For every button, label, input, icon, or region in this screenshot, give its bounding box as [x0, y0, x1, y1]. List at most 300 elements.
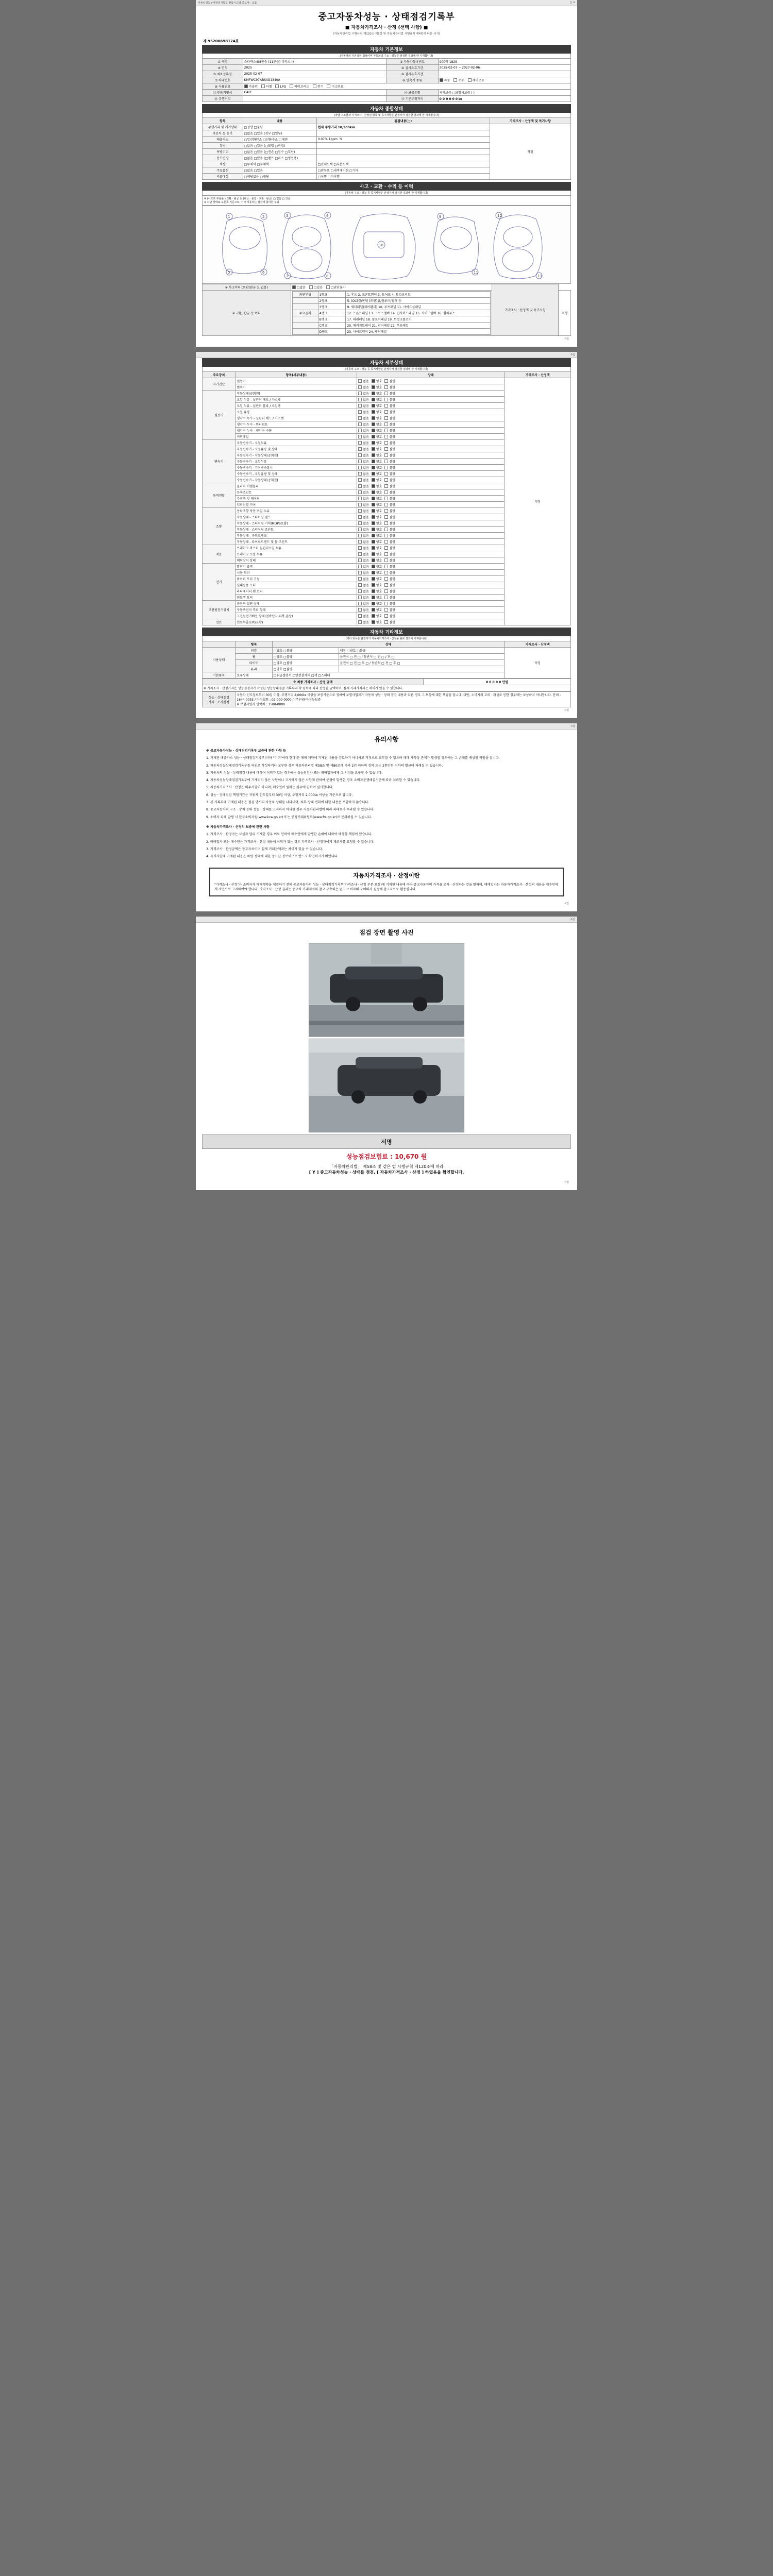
accident-history-options[interactable] [291, 284, 492, 291]
checkbox-state-1[interactable]: 양호 [372, 397, 382, 402]
svg-text:1: 1 [228, 215, 230, 219]
cell-check[interactable]: □이행 □미이행 [316, 174, 490, 180]
device-item-label: 브레이크 마스터 실린더오일 누유 [236, 545, 357, 551]
checkbox-state-2[interactable]: 불량 [384, 434, 395, 439]
cell-mileage-value: 현재 주행거리 10,989km [316, 124, 490, 130]
device-state-options[interactable] [357, 384, 505, 391]
cell-check[interactable] [316, 155, 490, 161]
checkbox-state-0[interactable]: 없음 [358, 589, 369, 594]
device-item-label: 수동변속기 - 오일유량 및 상태 [236, 471, 357, 477]
checkbox-state-2[interactable]: 불량 [384, 614, 395, 618]
device-state-options[interactable] [357, 477, 505, 483]
checkbox-state-2[interactable]: 불량 [384, 589, 395, 594]
checkbox-state-1[interactable]: 양호 [372, 471, 382, 476]
cell-state-right[interactable]: 운전석 □ 전 □ 후 □ / 동반석 □ 전 □ 후 □ [339, 660, 505, 666]
device-state-options[interactable] [357, 496, 505, 502]
checkbox-state-1[interactable]: 양호 [372, 422, 382, 427]
device-state-options[interactable] [357, 440, 505, 446]
checkbox-state-2[interactable]: 불량 [384, 428, 395, 433]
device-state-options[interactable] [357, 533, 505, 539]
svg-text:6: 6 [262, 270, 265, 275]
cell-label: ⑫ 보증유형 [386, 90, 438, 96]
checkbox-state-0[interactable]: 없음 [358, 515, 369, 519]
accident-history-label: ※ 사고이력 (외판/판금 요 없음) [203, 284, 291, 291]
device-state-options[interactable] [357, 595, 505, 601]
browser-title-bar [196, 0, 577, 6]
table-row [203, 124, 571, 130]
checkbox-state-2[interactable]: 불량 [384, 496, 395, 501]
checkbox-state-2[interactable]: 불량 [384, 397, 395, 402]
cell-value: 자가보증 □보험사보증 ( ) [438, 90, 570, 96]
device-state-options[interactable] [357, 520, 505, 527]
checkbox-state-2[interactable]: 불량 [384, 564, 395, 569]
parts-group [292, 329, 318, 335]
price-notice-item: 2. 매매업자 또는 매수인은 가격조사 · 산정 내용에 이의가 있는 경우 가격조사 · 산정자에게 재조사를 요청할 수 있습니다. [206, 840, 375, 844]
device-state-options[interactable] [357, 428, 505, 434]
parts-group: 주요골격 [292, 310, 318, 316]
checkbox-state-0[interactable]: 없음 [358, 447, 369, 451]
notice-intro: ※ 중고자동차성능 · 상태점검기록부 보증에 관한 사항 등 [206, 749, 286, 753]
cell-value: 2025 [243, 65, 386, 71]
checkbox-state-0[interactable]: 없음 [358, 484, 369, 488]
checkbox-state-0[interactable]: 없음 [358, 397, 369, 402]
checkbox-state-1[interactable]: 양호 [372, 539, 382, 544]
notice-item: 6. 성능 · 상태점검 책임기간은 자동차 인도일부터 30일 이상, 주행거리 2,000㎞ 이상을 기준으로 합니다. [206, 793, 353, 797]
checkbox-state-0[interactable]: 없음 [358, 410, 369, 414]
device-state-options[interactable] [357, 483, 505, 489]
document-subtitle: ■ 자동차가격조사 · 산정 (선택 사항) ■ [345, 25, 428, 30]
checkbox-state-2[interactable]: 불량 [384, 391, 395, 396]
checkbox-state-1[interactable]: 양호 [372, 385, 382, 389]
checkbox-fuel-diesel[interactable]: 디젤 [261, 84, 272, 89]
checkbox-state-0[interactable]: 없음 [358, 428, 369, 433]
checkbox-transmission-semi[interactable]: 세미오토 [468, 78, 484, 82]
cell-check[interactable]: 0.07% 1ppm. % [316, 137, 490, 143]
device-state-options[interactable] [357, 514, 505, 520]
device-state-options[interactable] [357, 545, 505, 551]
col-group [203, 641, 236, 648]
checkbox-state-2[interactable]: 불량 [384, 601, 395, 606]
checkbox-state-2[interactable]: 불량 [384, 440, 395, 445]
checkbox-state-1[interactable]: 양호 [372, 607, 382, 612]
checkbox-state-1[interactable]: 양호 [372, 533, 382, 538]
notice-item: 8. 중고자동차의 구조 · 장치 등의 성능 · 상태를 고지하지 아니한 경우 자동차관리법에 따라 과태료가 부과될 수 있습니다. [206, 808, 375, 812]
device-state-options[interactable] [357, 391, 505, 397]
checkbox-state-2[interactable]: 불량 [384, 471, 395, 476]
device-state-options[interactable] [357, 508, 505, 514]
car-diagram-svg [203, 206, 570, 283]
checkbox-state-2[interactable]: 불량 [384, 490, 395, 495]
checkbox-state-0[interactable]: 없음 [358, 533, 369, 538]
device-item-label: 커먼레일 [236, 434, 357, 440]
checkbox-state-1[interactable]: 양호 [372, 459, 382, 464]
checkbox-state-1[interactable]: 양호 [372, 552, 382, 556]
device-state-options[interactable] [357, 619, 505, 625]
notice-item: 1. 기재된 배출가스 성능 · 상태점검기록부(이하 "이력"이라 한다)은 매매 계약에 기재된 내용을 검토하기 아니하고 거짓으로 교부할 수 없으며 매매 계약상 관계가 발생할 경우에는 그 손해를 배상할 책임을 집니다. [206, 756, 500, 760]
cell-detail[interactable]: □없음 □있음 (전부 □일부) [243, 130, 316, 137]
checkbox-state-0[interactable]: 없음 [358, 391, 369, 396]
checkbox-state-1[interactable]: 양호 [372, 515, 382, 519]
checkbox-state-0[interactable]: 없음 [358, 564, 369, 569]
cell-detail[interactable]: □무채색 □유채색 [243, 161, 316, 167]
checkbox-state-0[interactable]: 없음 [358, 434, 369, 439]
checkbox-state-0[interactable]: 없음 [358, 490, 369, 495]
device-group-label: 제동 [203, 545, 236, 564]
checkbox-state-2[interactable]: 불량 [384, 533, 395, 538]
accident-legend-line2: ※ 하단 상태표 오른쪽 기준으로, 기타 자동차는 점검에 참여한 부위 [204, 201, 279, 204]
checkbox-state-2[interactable]: 불량 [384, 570, 395, 575]
device-state-options[interactable] [357, 576, 505, 582]
photo-2-graphic [309, 1039, 464, 1132]
cell-item: 리콜대상 [203, 174, 243, 180]
cell-detail[interactable]: □일산화탄소 □탄화수소 □매연 [243, 137, 316, 143]
parts-items: 23. 사이드멤버 24. 필러패널 [346, 329, 491, 335]
checkbox-state-2[interactable]: 불량 [384, 583, 395, 587]
document-header [202, 6, 571, 37]
checkbox-state-2[interactable]: 불량 [384, 478, 395, 482]
checkbox-fuel-gasoline[interactable]: 가솔린 [244, 84, 258, 89]
checkbox-state-0[interactable]: 없음 [358, 416, 369, 420]
checkbox-state-1[interactable]: 양호 [372, 521, 382, 526]
checkbox-state-2[interactable]: 불량 [384, 453, 395, 457]
accident-legend [202, 195, 571, 206]
checkbox-state-2[interactable]: 불량 [384, 546, 395, 550]
table-row [203, 378, 571, 384]
col-state: 상태 [272, 641, 504, 648]
device-item-label: 시동 모터 [236, 570, 357, 576]
checkbox-transmission-auto[interactable]: 자동 [440, 78, 450, 82]
notice-item: 3. 자동차의 성능 · 상태점검 내용에 대하여 이의가 있는 경우에는 성능점검자 또는 매매업자에게 그 시정을 요구할 수 있습니다. [206, 771, 383, 775]
checkbox-state-2[interactable]: 불량 [384, 502, 395, 507]
checkbox-state-1[interactable]: 양호 [372, 589, 382, 594]
checkbox-transmission-manual[interactable]: 수동 [453, 78, 464, 82]
cell-item: 배출가스 [203, 137, 243, 143]
checkbox-state-0[interactable]: 없음 [358, 440, 369, 445]
checkbox-state-1[interactable]: 양호 [372, 614, 382, 618]
svg-text:13: 13 [537, 274, 542, 278]
checkbox-state-1[interactable]: 양호 [372, 465, 382, 470]
checkbox-state-0[interactable]: 없음 [358, 521, 369, 526]
device-state-options[interactable] [357, 434, 505, 440]
device-item-label: 연료누출(LPG포함) [236, 619, 357, 625]
accident-history-table [202, 284, 571, 336]
checkbox-state-0[interactable]: 없음 [358, 385, 369, 389]
device-item-label: 작동상태 - 파워크랭크 [236, 533, 357, 539]
device-state-options[interactable] [357, 570, 505, 576]
price-notice-item: 3. 가격조사 · 산정금액은 참고자료이며 실제 거래금액과는 차이가 있을 수 있습니다. [206, 847, 323, 851]
final-price-value: 0 0 0 0 0 만원 [424, 679, 571, 685]
checkbox-state-0[interactable]: 없음 [358, 570, 369, 575]
checkbox-state-1[interactable]: 양호 [372, 509, 382, 513]
table-row [203, 685, 571, 691]
parts-level: B랭크 [318, 316, 346, 323]
other-group-label: 사용상태 [203, 648, 236, 672]
device-state-options[interactable] [357, 421, 505, 428]
device-item-label: 클러치 어셈블리 [236, 483, 357, 489]
checkbox-state-2[interactable]: 불량 [384, 484, 395, 488]
cell-state-right[interactable]: □취급설명서 □안전삼각대 □잭 □스패너 [272, 672, 504, 679]
svg-text:2: 2 [262, 215, 265, 219]
checkbox-state-2[interactable]: 불량 [384, 607, 395, 612]
device-item-label: 오일 유량 [236, 409, 357, 415]
checkbox-state-0[interactable]: 없음 [358, 465, 369, 470]
col-item: 항목 [236, 641, 273, 648]
cell-detail[interactable]: □해당없음 □해당 [243, 174, 316, 180]
inspection-photo-2 [309, 1039, 464, 1132]
checkbox-state-1[interactable]: 양호 [372, 601, 382, 606]
checkbox-accident-none[interactable]: □없음 [292, 285, 306, 290]
cell-check[interactable] [316, 149, 490, 155]
checkbox-state-0[interactable]: 없음 [358, 552, 369, 556]
device-state-options[interactable] [357, 446, 505, 452]
checkbox-state-0[interactable]: 없음 [358, 539, 369, 544]
checkbox-state-1[interactable]: 양호 [372, 434, 382, 439]
checkbox-state-0[interactable]: 없음 [358, 601, 369, 606]
cell-check[interactable] [316, 130, 490, 137]
device-state-options[interactable] [357, 607, 505, 613]
checkbox-state-1[interactable]: 양호 [372, 564, 382, 569]
checkbox-state-2[interactable]: 불량 [384, 410, 395, 414]
cell-label: ② 자동차등록번호 [386, 59, 438, 65]
checkbox-state-0[interactable]: 없음 [358, 379, 369, 383]
checkbox-state-1[interactable]: 양호 [372, 527, 382, 532]
cell-value-transmission [438, 77, 570, 83]
checkbox-state-2[interactable]: 불량 [384, 527, 395, 532]
checkbox-state-2[interactable]: 불량 [384, 416, 395, 420]
checkbox-state-1[interactable]: 양호 [372, 379, 382, 383]
col-detail: 내용 [243, 118, 316, 124]
checkbox-state-2[interactable]: 불량 [384, 403, 395, 408]
checkbox-state-1[interactable]: 양호 [372, 595, 382, 600]
checkbox-state-0[interactable]: 없음 [358, 577, 369, 581]
device-state-options[interactable] [357, 582, 505, 588]
checkbox-state-1[interactable]: 양호 [372, 484, 382, 488]
sheet-3-topbar [196, 723, 577, 730]
checkbox-state-2[interactable]: 불량 [384, 385, 395, 389]
window-controls[interactable]: □ ✕ [569, 1, 575, 4]
cell-label: ⑪ 원동기형식 [203, 90, 243, 96]
device-state-options[interactable] [357, 489, 505, 496]
checkbox-state-0[interactable]: 없음 [358, 583, 369, 587]
signature-block: 서명 [202, 1134, 571, 1149]
cell-state[interactable]: □양호 □불량 [272, 666, 339, 672]
cell-state[interactable]: □양호 □불량 [272, 660, 339, 666]
checkbox-state-2[interactable]: 불량 [384, 552, 395, 556]
checkbox-state-1[interactable]: 양호 [372, 570, 382, 575]
checkbox-fuel-hybrid[interactable]: 하이브리드 [290, 84, 309, 89]
checkbox-state-1[interactable]: 양호 [372, 403, 382, 408]
sheet-2-topbar [196, 352, 577, 358]
device-state-options[interactable] [357, 613, 505, 619]
checkbox-state-1[interactable]: 양호 [372, 447, 382, 451]
checkbox-state-2[interactable]: 불량 [384, 558, 395, 563]
checkbox-state-0[interactable]: 없음 [358, 496, 369, 501]
checkbox-state-1[interactable]: 양호 [372, 453, 382, 457]
checkbox-state-0[interactable]: 없음 [358, 478, 369, 482]
device-state-options[interactable] [357, 527, 505, 533]
device-group-label: 조향 [203, 508, 236, 545]
cell-item: 색상 [203, 161, 243, 167]
cell-label: ⑦ 차대번호 [203, 77, 243, 83]
device-state-options[interactable] [357, 403, 505, 409]
checkbox-state-2[interactable]: 불량 [384, 521, 395, 526]
checkbox-state-0[interactable]: 없음 [358, 607, 369, 612]
checkbox-state-1[interactable]: 양호 [372, 478, 382, 482]
cell-detail[interactable]: □없음 □있음 [243, 167, 316, 174]
device-group-label: 원동기 [203, 391, 236, 440]
definition-box [209, 868, 564, 896]
price-notice-intro: ※ 자동차가격조사 · 산정의 보증에 관한 사항 [206, 825, 270, 829]
section-detail-header: 자동차 세부상태 [202, 358, 571, 367]
device-state-options[interactable] [357, 564, 505, 570]
table-row [203, 692, 571, 707]
parts-group: 외판부위 [292, 292, 318, 298]
checkbox-state-1[interactable]: 양호 [372, 490, 382, 495]
cell-value: 900러 1829 [438, 59, 570, 65]
checkbox-state-1[interactable]: 양호 [372, 496, 382, 501]
checkbox-state-1[interactable]: 양호 [372, 410, 382, 414]
parts-group [292, 298, 318, 304]
cell-item: 주행거리 및 계기상태 [203, 124, 243, 130]
checkbox-state-0[interactable]: 없음 [358, 620, 369, 624]
sheet-3 [196, 723, 577, 911]
checkbox-state-2[interactable]: 불량 [384, 447, 395, 451]
checkbox-state-2[interactable]: 불량 [384, 379, 395, 383]
device-state-options[interactable] [357, 601, 505, 607]
device-state-options[interactable] [357, 459, 505, 465]
checkbox-state-2[interactable]: 불량 [384, 539, 395, 544]
checkbox-state-2[interactable]: 불량 [384, 515, 395, 519]
checkbox-state-2[interactable]: 불량 [384, 577, 395, 581]
notice-item: 5. 자동차가격조사 · 산정은 의무사항이 아니며, 매수인이 원하는 경우에 한하여 실시합니다. [206, 786, 333, 790]
checkbox-fuel-electric[interactable]: 전기 [313, 84, 324, 89]
checkbox-fuel-hydrogen[interactable]: 수소연료 [327, 84, 343, 89]
svg-text:11: 11 [474, 270, 478, 275]
device-state-options[interactable] [357, 471, 505, 477]
final-price-label: ※ 최종 가격조사 · 산정 금액 [203, 679, 424, 685]
cell-item: 유리 [236, 666, 273, 672]
checkbox-state-1[interactable]: 양호 [372, 583, 382, 587]
device-item-label: 브레이크 오일 누유 [236, 551, 357, 557]
cell-state[interactable]: □양호 □불량 [272, 648, 339, 654]
svg-text:8: 8 [326, 274, 329, 278]
checkbox-state-2[interactable]: 불량 [384, 620, 395, 624]
device-state-options[interactable] [357, 502, 505, 508]
cell-item: 특별이력 [203, 149, 243, 155]
device-state-options[interactable] [357, 465, 505, 471]
checkbox-state-0[interactable]: 없음 [358, 558, 369, 563]
section-other-header: 자동차 기타정보 [202, 628, 571, 636]
device-state-options[interactable] [357, 557, 505, 564]
checkbox-state-0[interactable]: 없음 [358, 546, 369, 550]
checkbox-state-0[interactable]: 없음 [358, 422, 369, 427]
checkbox-state-1[interactable]: 양호 [372, 391, 382, 396]
checkbox-state-1[interactable]: 양호 [372, 502, 382, 507]
checkbox-state-2[interactable]: 불량 [384, 595, 395, 600]
accident-note-header: 가격조사 · 산정액 및 특기사항 [492, 284, 559, 336]
checkbox-state-2[interactable]: 불량 [384, 465, 395, 470]
device-group-label: 고전원전기장치 [203, 601, 236, 619]
device-state-options[interactable] [357, 378, 505, 384]
sheet-3-tab: 수입 [570, 725, 575, 728]
table-row [203, 77, 571, 83]
checkbox-state-1[interactable]: 양호 [372, 428, 382, 433]
parts-row [292, 310, 491, 316]
cell-state-right[interactable]: 내장 □양호 □불량 [339, 648, 505, 654]
notice-item: 7. 본 기록부에 기재된 내용은 점검 당시의 자동차 상태를 나타내며, 차후 상태 변화에 대한 내용은 포함하지 않습니다. [206, 801, 369, 805]
checkbox-state-1[interactable]: 양호 [372, 577, 382, 581]
parts-row [292, 298, 491, 304]
checkbox-state-2[interactable]: 불량 [384, 459, 395, 464]
cell-state[interactable]: □양호 □불량 [272, 654, 339, 660]
checkbox-state-0[interactable]: 없음 [358, 527, 369, 532]
checkbox-state-1[interactable]: 양호 [372, 416, 382, 420]
cell-item: 용도변경 [203, 155, 243, 161]
checkbox-state-0[interactable]: 없음 [358, 595, 369, 600]
cell-label: ① 차명 [203, 59, 243, 65]
checkbox-state-0[interactable]: 없음 [358, 502, 369, 507]
cell-detail[interactable]: □정상 □불량 [243, 124, 316, 130]
checkbox-accident-yes[interactable]: □있음 [309, 285, 323, 290]
col-price: 가격조사 · 산정액 [505, 372, 571, 378]
device-item-label: 오일 누유 - 실린더 블록 / 오일팬 [236, 403, 357, 409]
cell-check[interactable] [316, 143, 490, 149]
checkbox-state-2[interactable]: 불량 [384, 422, 395, 427]
warranty-body-text: 자동차 인도일로부터 30일 이상, 주행거리 2,000㎞ 이상을 보증기준으로 정하여 보험사업자가 자동차 성능 · 상태 점검 내용과 다른 경우 그 보상에 대한 책임을 집니다. 다만, 소비자의 고의 · 과실로 인한 경우에는 보상하지 아니합니다. 문의 : 1644-0033 / 다정협회 : 02-000-0000 / (주)자동차성능보증 [237, 693, 561, 702]
checkbox-state-1[interactable]: 양호 [372, 620, 382, 624]
checkbox-state-2[interactable]: 불량 [384, 509, 395, 513]
checkbox-state-0[interactable]: 없음 [358, 614, 369, 618]
cell-state-right[interactable]: 운전석 □ 전 □ / 동반석 □ 전 □ / 후 □ [339, 654, 505, 660]
device-state-options[interactable] [357, 397, 505, 403]
photo-1-graphic [309, 943, 464, 1036]
cell-check[interactable]: □전체도색 □부분도색 [316, 161, 490, 167]
cell-detail[interactable]: □없음 □있음 (□렌트 □리스 □영업용) [243, 155, 316, 161]
sheet-4-tab: 수입 [570, 918, 575, 921]
sheet-1-footer: 수입 [564, 337, 569, 341]
cell-price: 적정 [505, 648, 571, 679]
device-state-options[interactable] [357, 539, 505, 545]
parts-items: 17. 대쉬패널 18. 플로어패널 19. 트렁크플로어 [346, 316, 491, 323]
cell-item: 주요옵션 [203, 167, 243, 174]
cell-check[interactable]: □썬루프 □내비게이션 □기타 [316, 167, 490, 174]
checkbox-state-1[interactable]: 양호 [372, 558, 382, 563]
checkbox-accident-unknown[interactable]: □판단불가 [326, 285, 346, 290]
checkbox-state-1[interactable]: 양호 [372, 546, 382, 550]
checkbox-state-0[interactable]: 없음 [358, 459, 369, 464]
parts-detail-header: ※ 교환, 판금 등 이력 [203, 291, 291, 336]
device-state-options[interactable] [357, 409, 505, 415]
checkbox-state-0[interactable]: 없음 [358, 509, 369, 513]
checkbox-fuel-lpg[interactable]: LPG [275, 84, 286, 89]
checkbox-state-0[interactable]: 없음 [358, 453, 369, 457]
parts-level: 3랭크 [318, 304, 346, 310]
checkbox-state-1[interactable]: 양호 [372, 440, 382, 445]
device-state-options[interactable] [357, 415, 505, 421]
cell-detail[interactable]: □없음 □있음 (□불법 □적법) [243, 143, 316, 149]
table-header-row [203, 118, 571, 124]
device-item-label: 냉각수 누수 - 냉각수 수량 [236, 428, 357, 434]
device-state-options[interactable] [357, 551, 505, 557]
device-group-label: 전기 [203, 564, 236, 601]
device-state-options[interactable] [357, 588, 505, 595]
cell-state-right[interactable] [339, 666, 505, 672]
device-state-options[interactable] [357, 452, 505, 459]
cell-detail[interactable]: □없음 □있음 (□전손 □침수 □도난) [243, 149, 316, 155]
checkbox-state-0[interactable]: 없음 [358, 471, 369, 476]
checkbox-state-0[interactable]: 없음 [358, 403, 369, 408]
warranty-label-1: 성능 · 상태점검 [208, 696, 229, 700]
